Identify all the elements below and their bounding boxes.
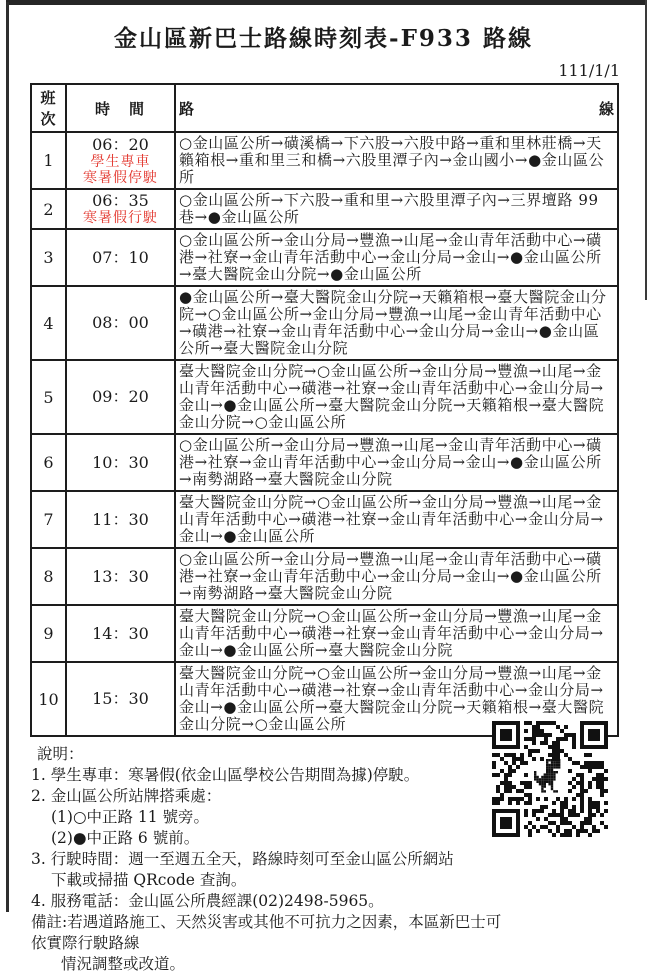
note-line: 下載或掃描 QRcode 查詢。 bbox=[51, 871, 247, 889]
table-row bbox=[31, 132, 618, 189]
bus-timetable bbox=[30, 83, 619, 737]
note-line: (1)○中正路 11 號旁。 bbox=[51, 808, 210, 826]
note-line: 2. 金山區公所站牌搭乘處： bbox=[31, 787, 222, 805]
table-row bbox=[31, 434, 618, 491]
time-note: 寒暑假行駛 bbox=[83, 210, 158, 226]
route-cell: 臺大醫院金山分院→○金山區公所→金山分局→豐漁→山尾→金山青年活動中心→磺港→社寮→金山青年活動中心→金山分局→金山→●金山區公所→臺大醫院金山分院→天籟箱根→臺大醫院金山分院→○金山區公所 bbox=[175, 360, 618, 434]
route-cell: ○金山區公所→磺溪橋→下六股→六股中路→重和里林莊橋→天籟箱根→重和里三和橋→六股里潭子內→金山國小→●金山區公所 bbox=[175, 132, 618, 189]
route-cell: ○金山區公所→金山分局→豐漁→山尾→金山青年活動中心→磺港→社寮→金山青年活動中心→金山分局→金山→●金山區公所→南勢湖路→臺大醫院金山分院 bbox=[175, 548, 618, 605]
trip-number-cell: 2 bbox=[31, 189, 66, 229]
note-line: (2)●中正路 6 號前。 bbox=[51, 829, 200, 847]
trip-number-cell: 1 bbox=[31, 132, 66, 189]
table-row bbox=[31, 189, 618, 229]
route-cell: 臺大醫院金山分院→○金山區公所→金山分局→豐漁→山尾→金山青年活動中心→磺港→社寮→金山青年活動中心→金山分局→金山→●金山區公所→臺大醫院金山分院→天籟箱根→臺大醫院金山分院→○金山區公所 bbox=[175, 662, 618, 736]
route-header-right-char: 線 bbox=[598, 99, 614, 118]
notes-section bbox=[31, 744, 511, 975]
time-cell bbox=[66, 662, 175, 736]
note-line: 1. 學生專車：寒暑假(依金山區學校公告期間為據)停駛。 bbox=[31, 766, 420, 784]
departure-time: 06：20 bbox=[92, 134, 149, 154]
notes-heading: 說明： bbox=[37, 745, 84, 763]
table-row bbox=[31, 229, 618, 286]
date-label: 111/1/1 bbox=[558, 61, 620, 80]
page-title: 金山區新巴士路線時刻表-F933 路線 bbox=[114, 25, 533, 52]
departure-time: 10：30 bbox=[92, 452, 149, 472]
table-row bbox=[31, 548, 618, 605]
time-note: 寒暑假停駛 bbox=[83, 169, 158, 186]
trip-number-cell: 3 bbox=[31, 229, 66, 286]
table-row bbox=[31, 605, 618, 662]
time-cell bbox=[66, 605, 175, 662]
trip-number-cell: 5 bbox=[31, 360, 66, 434]
route-header-left-char: 路 bbox=[179, 99, 195, 118]
trip-number-cell: 8 bbox=[31, 548, 66, 605]
table-row bbox=[31, 360, 618, 434]
route-cell: ○金山區公所→金山分局→豐漁→山尾→金山青年活動中心→磺港→社寮→金山青年活動中心→金山分局→金山→●金山區公所→臺大醫院金山分院→●金山區公所 bbox=[175, 229, 618, 286]
trip-number-cell: 4 bbox=[31, 286, 66, 360]
departure-time: 08：00 bbox=[92, 313, 149, 332]
header-row bbox=[31, 84, 618, 132]
route-cell: ○金山區公所→金山分局→豐漁→山尾→金山青年活動中心→磺港→社寮→金山青年活動中心→金山分局→金山→●金山區公所→南勢湖路→臺大醫院金山分院 bbox=[175, 434, 618, 491]
timetable-body bbox=[31, 132, 618, 736]
departure-time: 09：20 bbox=[92, 387, 149, 406]
notes-lines bbox=[31, 765, 511, 975]
time-cell bbox=[66, 360, 175, 434]
time-cell bbox=[66, 229, 175, 286]
time-cell bbox=[66, 548, 175, 605]
departure-time: 14：30 bbox=[92, 623, 149, 643]
departure-time: 06：35 bbox=[92, 191, 149, 210]
column-header-time: 時 間 bbox=[66, 84, 175, 132]
trip-number-cell: 10 bbox=[31, 662, 66, 736]
time-cell bbox=[66, 132, 175, 189]
departure-time: 11：30 bbox=[92, 509, 149, 529]
trip-number-cell: 6 bbox=[31, 434, 66, 491]
table-row bbox=[31, 491, 618, 548]
qrcode-svg bbox=[492, 721, 608, 837]
note-line: 3. 行駛時間：週一至週五全天，路線時刻可至金山區公所網站 bbox=[31, 850, 454, 868]
note-line: 情況調整或改道。 bbox=[61, 955, 186, 973]
route-cell: 臺大醫院金山分院→○金山區公所→金山分局→豐漁→山尾→金山青年活動中心→磺港→社寮→金山青年活動中心→金山分局→金山→●金山區公所 bbox=[175, 491, 618, 548]
departure-time: 07：10 bbox=[92, 247, 149, 267]
trip-number-cell: 7 bbox=[31, 491, 66, 548]
departure-time: 13：30 bbox=[92, 566, 149, 586]
time-cell bbox=[66, 434, 175, 491]
table-row bbox=[31, 286, 618, 360]
route-cell: 臺大醫院金山分院→○金山區公所→金山分局→豐漁→山尾→金山青年活動中心→磺港→社寮→金山青年活動中心→金山分局→金山→●金山區公所→臺大醫院金山分院 bbox=[175, 605, 618, 662]
column-header-trip-no: 班次 bbox=[31, 84, 66, 132]
time-cell bbox=[66, 189, 175, 229]
note-line: 備註:若遇道路施工、天然災害或其他不可抗力之因素，本區新巴士可依實際行駛路線 bbox=[31, 913, 502, 952]
column-header-route bbox=[175, 84, 618, 132]
qrcode-image bbox=[492, 721, 608, 837]
departure-time: 15：30 bbox=[92, 689, 149, 708]
time-cell bbox=[66, 286, 175, 360]
note-line: 4. 服務電話：金山區公所農經課(02)2498-5965。 bbox=[31, 892, 384, 910]
route-cell: ●金山區公所→臺大醫院金山分院→天籟箱根→臺大醫院金山分院→○金山區公所→金山分局→豐漁→山尾→金山青年活動中心→磺港→社寮→金山青年活動中心→金山分局→金山→●金山區公所→臺大醫院金山分院 bbox=[175, 286, 618, 360]
trip-number-cell: 9 bbox=[31, 605, 66, 662]
route-cell: ○金山區公所→下六股→重和里→六股里潭子內→三界壇路 99 巷→●金山區公所 bbox=[175, 189, 618, 229]
time-note: 學生專車 bbox=[90, 153, 151, 170]
time-cell bbox=[66, 491, 175, 548]
